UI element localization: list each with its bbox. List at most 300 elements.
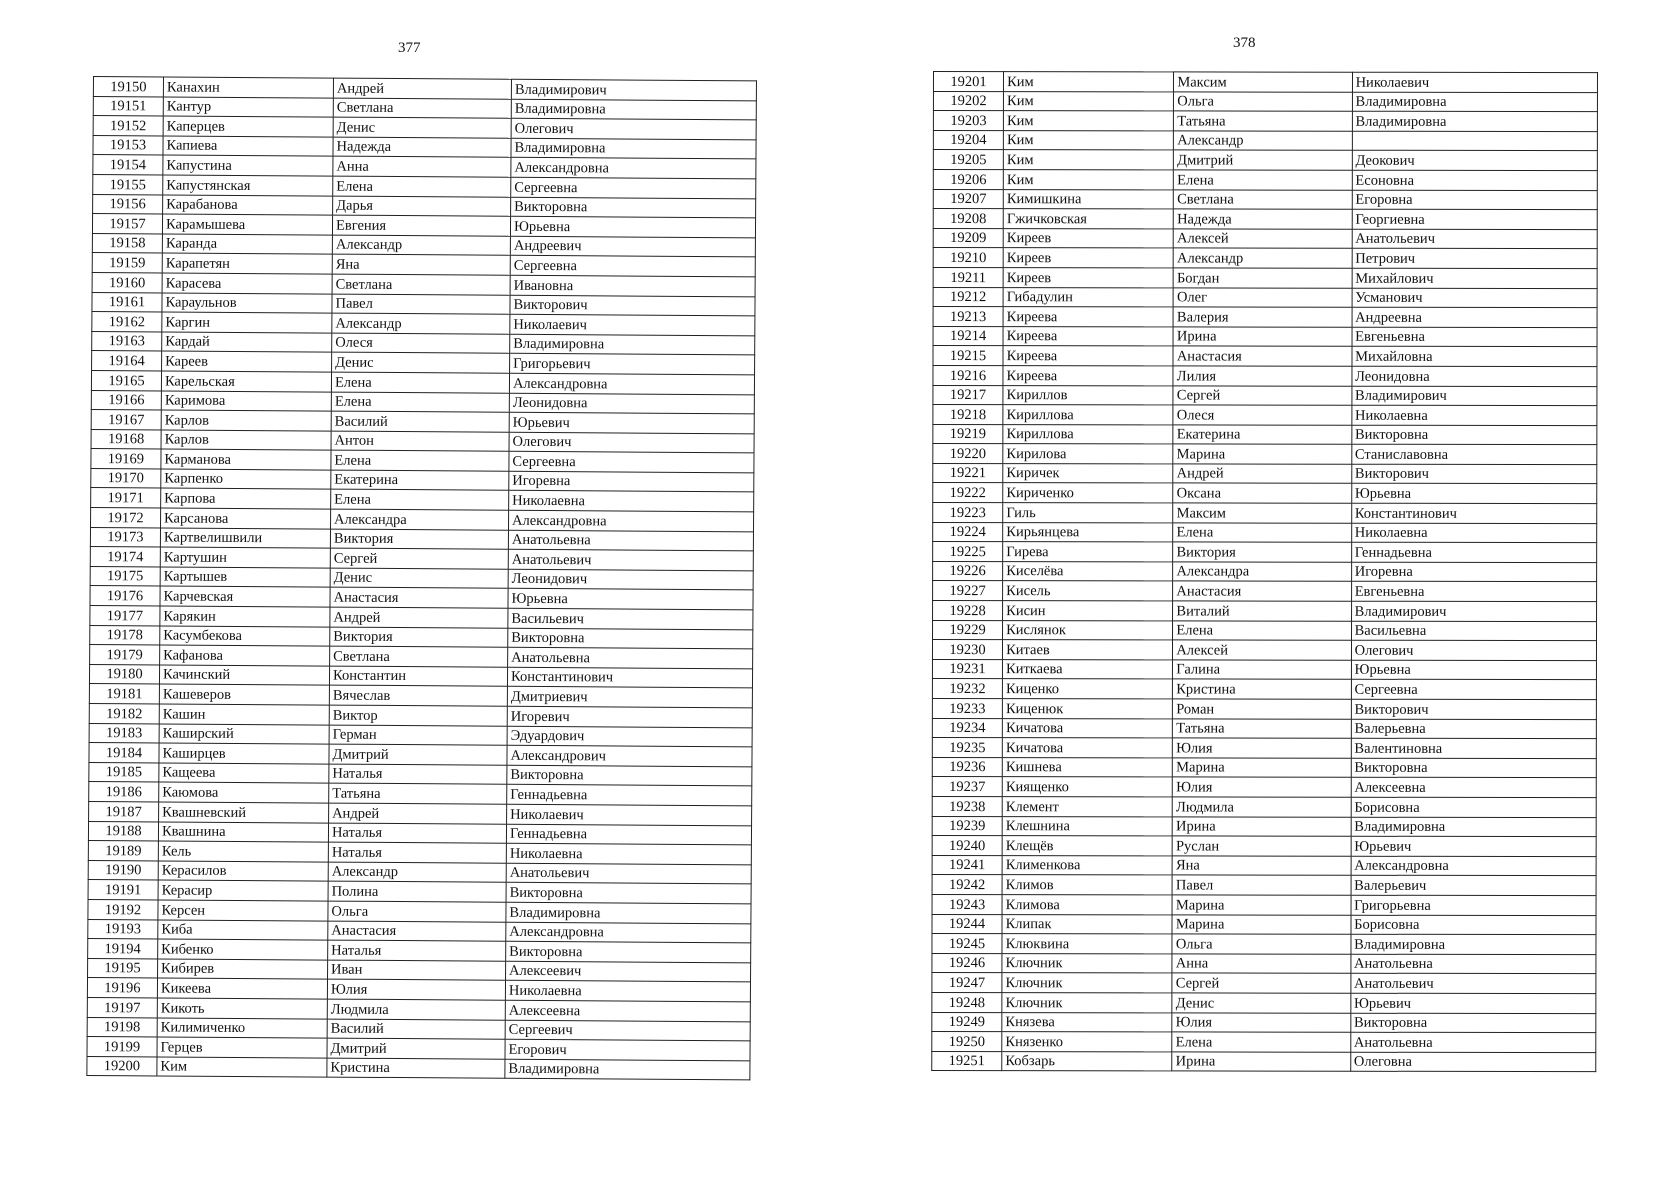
last-name: Ким <box>157 1057 327 1078</box>
row-number: 19181 <box>89 684 159 704</box>
patronymic: Анатольевна <box>508 530 753 551</box>
first-name: Елена <box>331 490 509 511</box>
first-name: Валерия <box>1173 307 1351 327</box>
patronymic: Михайловна <box>1352 347 1597 367</box>
last-name: Капустянская <box>163 175 333 196</box>
row-number: 19238 <box>932 796 1002 816</box>
patronymic: Леонидовна <box>1352 366 1597 386</box>
row-number: 19175 <box>90 566 160 586</box>
last-name: Ким <box>1004 72 1174 92</box>
table-row <box>932 953 1596 974</box>
last-name: Ключник <box>1002 953 1172 973</box>
table-row <box>933 287 1597 308</box>
first-name: Ольга <box>1172 934 1350 954</box>
last-name: Киткаева <box>1003 659 1173 679</box>
row-number: 19205 <box>933 150 1003 170</box>
first-name: Юлия <box>327 979 505 1000</box>
row-number: 19244 <box>932 914 1002 934</box>
table-row <box>932 816 1596 837</box>
patronymic: Николаевич <box>507 804 752 825</box>
last-name: Кисель <box>1003 581 1173 601</box>
last-name: Караульнов <box>162 292 332 313</box>
row-number: 19224 <box>933 522 1003 542</box>
row-number: 19235 <box>932 738 1002 758</box>
last-name: Киреева <box>1003 346 1173 366</box>
row-number: 19251 <box>932 1051 1002 1071</box>
patronymic: Анатольевна <box>1350 1032 1595 1052</box>
last-name: Карсанова <box>161 508 331 529</box>
last-name: Кибирев <box>158 959 328 980</box>
patronymic: Васильевич <box>508 608 753 629</box>
row-number: 19221 <box>933 463 1003 483</box>
table-row <box>932 1032 1596 1053</box>
table-row <box>933 522 1597 543</box>
first-name: Алексей <box>1173 640 1351 660</box>
row-number: 19192 <box>88 899 158 919</box>
row-number: 19158 <box>92 233 162 253</box>
row-number: 19168 <box>91 429 161 449</box>
first-name: Антон <box>331 431 509 452</box>
table-row <box>932 796 1596 817</box>
first-name: Людмила <box>327 999 505 1020</box>
row-number: 19227 <box>933 581 1003 601</box>
row-number: 19207 <box>933 189 1003 209</box>
first-name: Сергей <box>330 548 508 569</box>
first-name: Дмитрий <box>1174 150 1352 170</box>
row-number: 19206 <box>933 169 1003 189</box>
row-number: 19198 <box>87 1017 157 1037</box>
table-row <box>932 973 1596 994</box>
last-name: Гиль <box>1003 503 1173 523</box>
last-name: Кафанова <box>160 645 330 666</box>
first-name: Анастасия <box>330 588 508 609</box>
first-name: Кристина <box>327 1058 505 1079</box>
table-row <box>933 189 1597 210</box>
first-name: Светлана <box>330 646 508 667</box>
patronymic: Юрьевна <box>508 589 753 610</box>
first-name: Наталья <box>328 823 506 844</box>
patronymic: Сергеевна <box>511 177 756 198</box>
first-name: Андрей <box>329 803 507 824</box>
patronymic: Алексеевич <box>506 961 751 982</box>
first-name: Андрей <box>330 607 508 628</box>
table-row <box>933 91 1597 112</box>
row-number: 19212 <box>933 287 1003 307</box>
patronymic: Валерьевич <box>1351 876 1596 896</box>
table-row <box>932 875 1596 896</box>
last-name: Кибенко <box>158 939 328 960</box>
row-number: 19184 <box>89 743 159 763</box>
last-name: Карлов <box>161 410 331 431</box>
first-name: Александр <box>332 235 510 256</box>
row-number: 19226 <box>933 561 1003 581</box>
row-number: 19180 <box>89 664 159 684</box>
patronymic: Александрович <box>507 745 752 766</box>
last-name: Кашеверов <box>159 684 329 705</box>
first-name: Ирина <box>1173 327 1351 347</box>
last-name: Каримова <box>161 390 331 411</box>
last-name: Ким <box>1003 150 1173 170</box>
patronymic: Викторовна <box>1351 425 1596 445</box>
last-name: Клешнина <box>1002 816 1172 836</box>
row-number: 19159 <box>92 253 162 273</box>
patronymic: Петрович <box>1352 249 1597 269</box>
table-row <box>932 718 1596 739</box>
last-name: Клещёв <box>1002 836 1172 856</box>
last-name: Капустина <box>163 155 333 176</box>
row-number: 19191 <box>88 880 158 900</box>
patronymic: Валентиновна <box>1351 738 1596 758</box>
first-name: Павел <box>332 294 510 315</box>
last-name: Ким <box>1004 91 1174 111</box>
last-name: Кисин <box>1003 601 1173 621</box>
table-row <box>932 1051 1596 1072</box>
patronymic: Константинович <box>1351 503 1596 523</box>
first-name: Наталья <box>328 842 506 863</box>
row-number: 19247 <box>932 973 1002 993</box>
first-name: Елена <box>1173 523 1351 543</box>
last-name: Ключник <box>1002 993 1172 1013</box>
patronymic: Сергеевна <box>1351 680 1596 700</box>
last-name: Каранда <box>162 234 332 255</box>
table-row <box>933 483 1597 504</box>
table-row <box>932 640 1596 661</box>
row-number: 19197 <box>87 997 157 1017</box>
last-name: Князева <box>1002 1012 1172 1032</box>
patronymic: Николаевич <box>510 314 755 335</box>
row-number: 19156 <box>93 194 163 214</box>
last-name: Ким <box>1003 170 1173 190</box>
last-name: Кириллова <box>1003 424 1173 444</box>
row-number: 19173 <box>90 527 160 547</box>
first-name: Полина <box>328 881 506 902</box>
first-name: Максим <box>1174 72 1352 92</box>
last-name: Кимишкина <box>1003 189 1173 209</box>
first-name: Роман <box>1173 699 1351 719</box>
row-number: 19241 <box>932 855 1002 875</box>
patronymic: Юрьевич <box>1351 836 1596 856</box>
patronymic: Владимировна <box>510 334 755 355</box>
first-name: Андрей <box>1173 464 1351 484</box>
last-name: Кикеева <box>157 978 327 999</box>
page-number: 378 <box>1233 35 1256 51</box>
first-name: Екатерина <box>331 470 509 491</box>
table-row <box>933 228 1597 249</box>
patronymic: Владимирович <box>1352 386 1597 406</box>
row-number: 19157 <box>92 214 162 234</box>
patronymic: Ивановна <box>510 275 755 296</box>
patronymic: Владимировна <box>1352 111 1597 131</box>
row-number: 19150 <box>93 77 163 97</box>
last-name: Каперцев <box>163 116 333 137</box>
first-name: Дмитрий <box>329 744 507 765</box>
patronymic: Александровна <box>511 158 756 179</box>
patronymic: Николаевна <box>509 491 754 512</box>
first-name: Ирина <box>1172 1052 1350 1072</box>
patronymic: Егорович <box>505 1039 750 1060</box>
table-row <box>932 698 1596 719</box>
first-name: Галина <box>1173 660 1351 680</box>
last-name: Кислянок <box>1003 620 1173 640</box>
first-name: Яна <box>1172 856 1350 876</box>
row-number: 19170 <box>91 468 161 488</box>
last-name: Картвелишвили <box>160 528 330 549</box>
last-name: Кель <box>158 841 328 862</box>
last-name: Карлов <box>161 430 331 451</box>
row-number: 19201 <box>933 72 1003 92</box>
last-name: Квашневский <box>159 802 329 823</box>
first-name: Ирина <box>1173 816 1351 836</box>
table-row <box>932 836 1596 857</box>
last-name: Кириченко <box>1003 483 1173 503</box>
last-name: Гирева <box>1003 542 1173 562</box>
first-name: Олеся <box>332 333 510 354</box>
table-row <box>932 659 1596 680</box>
first-name: Анна <box>333 156 511 177</box>
last-name: Киценко <box>1002 679 1172 699</box>
row-number: 19187 <box>89 801 159 821</box>
row-number: 19162 <box>92 312 162 332</box>
first-name: Ольга <box>1174 92 1352 112</box>
patronymic: Александровна <box>506 922 751 943</box>
last-name: Карамышева <box>162 214 332 235</box>
patronymic: Викторович <box>1351 699 1596 719</box>
last-name: Кирилова <box>1003 444 1173 464</box>
table-row <box>933 542 1597 563</box>
last-name: Киреев <box>1003 268 1173 288</box>
first-name: Надежда <box>333 137 511 158</box>
first-name: Богдан <box>1173 268 1351 288</box>
row-number: 19200 <box>87 1056 157 1076</box>
first-name: Марина <box>1172 914 1350 934</box>
row-number: 19171 <box>91 488 161 508</box>
row-number: 19249 <box>932 1012 1002 1032</box>
patronymic: Леонидович <box>508 569 753 590</box>
row-number: 19176 <box>90 586 160 606</box>
last-name: Карпенко <box>161 469 331 490</box>
first-name: Екатерина <box>1173 425 1351 445</box>
row-number: 19243 <box>932 894 1002 914</box>
row-number: 19167 <box>91 410 161 430</box>
last-name: Касумбекова <box>160 626 330 647</box>
first-name: Кристина <box>1173 679 1351 699</box>
first-name: Виталий <box>1173 601 1351 621</box>
patronymic: Юрьевна <box>510 216 755 237</box>
row-number: 19196 <box>87 978 157 998</box>
first-name: Елена <box>1172 1032 1350 1052</box>
patronymic: Борисовна <box>1351 915 1596 935</box>
row-number: 19155 <box>93 174 163 194</box>
row-number: 19215 <box>933 346 1003 366</box>
row-number: 19246 <box>932 953 1002 973</box>
row-number: 19220 <box>933 444 1003 464</box>
first-name: Олег <box>1173 287 1351 307</box>
patronymic: Владимировна <box>1351 817 1596 837</box>
last-name: Каширский <box>159 724 329 745</box>
row-number: 19209 <box>933 228 1003 248</box>
last-name: Капиева <box>163 136 333 157</box>
row-number: 19208 <box>933 209 1003 229</box>
first-name: Вячеслав <box>329 685 507 706</box>
first-name: Марина <box>1172 895 1350 915</box>
first-name: Анна <box>1172 954 1350 974</box>
patronymic: Владимировна <box>505 1059 750 1080</box>
patronymic: Викторовна <box>1350 1013 1595 1033</box>
row-number: 19214 <box>933 326 1003 346</box>
patronymic: Григорьевич <box>510 354 755 375</box>
first-name: Денис <box>1172 993 1350 1013</box>
first-name: Сергей <box>1173 385 1351 405</box>
patronymic: Андреевич <box>510 236 755 257</box>
row-number: 19178 <box>90 625 160 645</box>
first-name: Юлия <box>1173 777 1351 797</box>
registry-table <box>86 76 757 1081</box>
last-name: Киба <box>158 919 328 940</box>
patronymic: Владимировна <box>506 902 751 923</box>
row-number: 19231 <box>932 659 1002 679</box>
patronymic: Михайлович <box>1352 268 1597 288</box>
first-name: Павел <box>1172 875 1350 895</box>
patronymic: Викторовна <box>1351 758 1596 778</box>
first-name: Денис <box>333 117 511 138</box>
last-name: Кащеева <box>159 763 329 784</box>
first-name: Александр <box>332 313 510 334</box>
last-name: Картушин <box>160 547 330 568</box>
table-row <box>932 777 1596 798</box>
first-name: Светлана <box>332 274 510 295</box>
row-number: 19189 <box>88 841 158 861</box>
patronymic: Геннадьевна <box>1351 542 1596 562</box>
patronymic: Викторовна <box>508 628 753 649</box>
first-name: Татьяна <box>1174 111 1352 131</box>
row-number: 19188 <box>88 821 158 841</box>
patronymic: Николаевна <box>506 843 751 864</box>
last-name: Князенко <box>1002 1032 1172 1052</box>
last-name: Каширцев <box>159 743 329 764</box>
patronymic: Олегович <box>1351 640 1596 660</box>
table-row <box>932 679 1596 700</box>
first-name: Руслан <box>1172 836 1350 856</box>
patronymic: Эдуардович <box>507 726 752 747</box>
patronymic: Деокович <box>1352 151 1597 171</box>
first-name: Герман <box>329 725 507 746</box>
patronymic: Анатольевич <box>1351 974 1596 994</box>
row-number: 19154 <box>93 155 163 175</box>
last-name: Клипак <box>1002 914 1172 934</box>
table-row <box>933 444 1597 465</box>
first-name: Анастасия <box>1173 346 1351 366</box>
patronymic: Анатольевна <box>1351 954 1596 974</box>
last-name: Кикоть <box>157 998 327 1019</box>
first-name: Елена <box>331 450 509 471</box>
table-row <box>933 326 1597 347</box>
last-name: Ключник <box>1002 973 1172 993</box>
first-name: Анастасия <box>1173 581 1351 601</box>
patronymic: Викторовна <box>506 941 751 962</box>
row-number: 19183 <box>89 723 159 743</box>
patronymic: Усманович <box>1352 288 1597 308</box>
first-name: Татьяна <box>1173 719 1351 739</box>
last-name: Карякин <box>160 606 330 627</box>
patronymic: Владимировна <box>1352 92 1597 112</box>
first-name: Марина <box>1173 758 1351 778</box>
row-number: 19169 <box>91 449 161 469</box>
row-number: 19179 <box>90 645 160 665</box>
patronymic: Владимирович <box>511 79 756 100</box>
last-name: Кареев <box>162 351 332 372</box>
patronymic: Олегович <box>509 432 754 453</box>
first-name: Виктория <box>1173 542 1351 562</box>
last-name: Ким <box>1003 111 1173 131</box>
last-name: Кантур <box>163 97 333 118</box>
first-name: Денис <box>332 352 510 373</box>
patronymic: Александровна <box>508 510 753 531</box>
first-name: Надежда <box>1174 209 1352 229</box>
last-name: Картышев <box>160 567 330 588</box>
patronymic: Викторовна <box>506 883 751 904</box>
last-name: Киреев <box>1003 248 1173 268</box>
patronymic: Евгеньевна <box>1351 582 1596 602</box>
patronymic: Константинович <box>507 667 752 688</box>
first-name: Иван <box>328 960 506 981</box>
row-number: 19228 <box>933 601 1003 621</box>
row-number: 19153 <box>93 135 163 155</box>
last-name: Карманова <box>161 449 331 470</box>
first-name: Светлана <box>1174 189 1352 209</box>
row-number: 19222 <box>933 483 1003 503</box>
row-number: 19240 <box>932 836 1002 856</box>
row-number: 19186 <box>89 782 159 802</box>
first-name: Александр <box>1174 131 1352 151</box>
patronymic: Викторовна <box>511 197 756 218</box>
table-row <box>933 503 1597 524</box>
first-name: Василий <box>327 1019 505 1040</box>
last-name: Кириллов <box>1003 385 1173 405</box>
table-row <box>933 561 1597 582</box>
table-row <box>933 307 1597 328</box>
row-number: 19190 <box>88 860 158 880</box>
last-name: Квашнина <box>158 822 328 843</box>
last-name: Карельская <box>161 371 331 392</box>
row-number: 19174 <box>90 547 160 567</box>
last-name: Кардай <box>162 332 332 353</box>
patronymic: Андреевна <box>1352 307 1597 327</box>
first-name: Дарья <box>333 196 511 217</box>
table-row <box>932 914 1596 935</box>
last-name: Гжичковская <box>1003 209 1173 229</box>
table-row <box>87 1056 750 1080</box>
patronymic: Станиславовна <box>1351 445 1596 465</box>
last-name: Кобзарь <box>1002 1051 1172 1071</box>
table-row <box>933 601 1597 622</box>
first-name: Александра <box>331 509 509 530</box>
last-name: Киреева <box>1003 307 1173 327</box>
row-number: 19225 <box>933 542 1003 562</box>
table-row <box>933 385 1597 406</box>
patronymic: Владимировна <box>511 99 756 120</box>
first-name: Оксана <box>1173 483 1351 503</box>
patronymic: Игоревич <box>507 706 752 727</box>
row-number: 19210 <box>933 248 1003 268</box>
table-row <box>932 894 1596 915</box>
patronymic: Есоновна <box>1352 170 1597 190</box>
first-name: Сергей <box>1172 973 1350 993</box>
last-name: Каргин <box>162 312 332 333</box>
row-number: 19242 <box>932 875 1002 895</box>
row-number: 19233 <box>932 698 1002 718</box>
row-number: 19195 <box>88 958 158 978</box>
row-number: 19230 <box>932 640 1002 660</box>
